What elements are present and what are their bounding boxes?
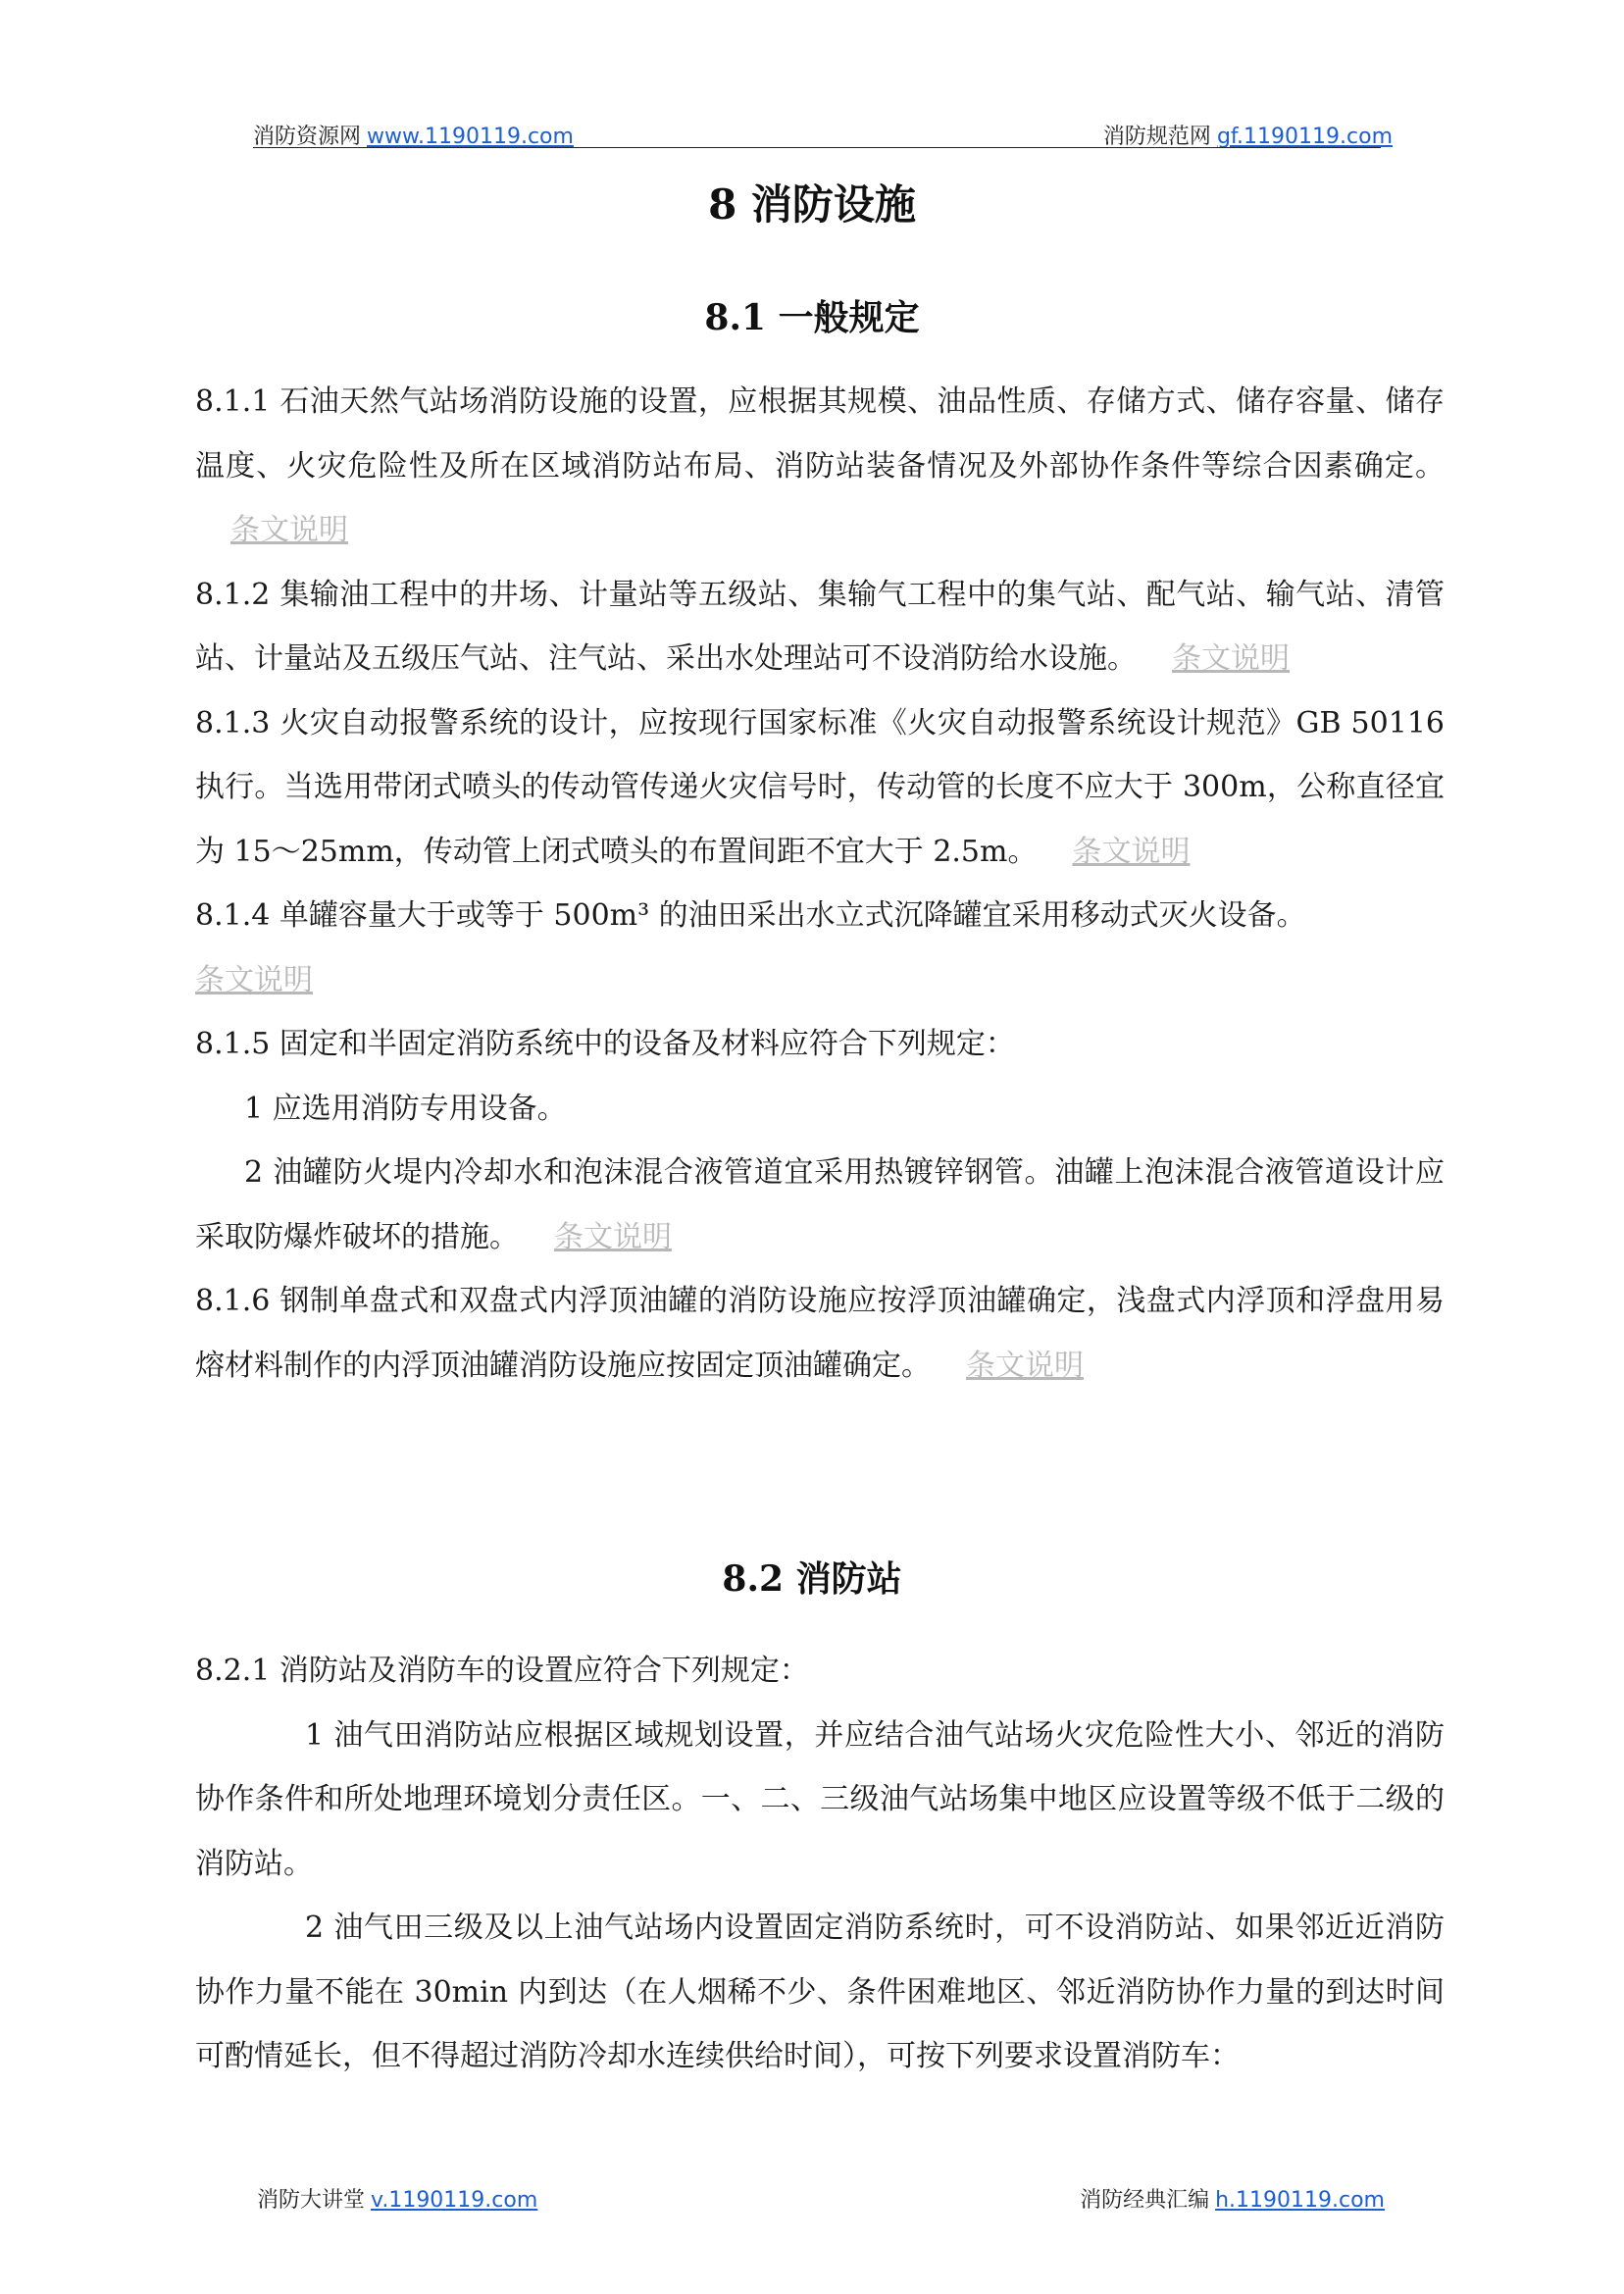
page-header — [0, 116, 1624, 155]
clause-text: 8.1.2 集输油工程中的井场、计量站等五级站、集输气工程中的集气站、配气站、输气站、清管站、计量站及五级压气站、注气站、采出水处理站可不设消防给水设施。 — [195, 577, 1445, 676]
clause-8-1-2 — [195, 563, 1445, 691]
clause-note-link[interactable]: 条文说明 — [195, 962, 313, 997]
footer-left-label: 消防大讲堂 — [257, 2188, 366, 2213]
header-left-site — [253, 120, 574, 150]
header-rule — [253, 147, 1381, 148]
clause-note-link[interactable]: 条文说明 — [230, 513, 348, 547]
clause-8-1-6 — [195, 1269, 1445, 1398]
section-title-8-1: 8.1 一般规定 — [704, 297, 920, 338]
header-left-label: 消防资源网 — [253, 125, 362, 149]
page-footer — [0, 2179, 1624, 2218]
clause-8-2-1-item-2 — [195, 1896, 1445, 2089]
clause-text: 2 油罐防火堤内冷却水和泡沫混合液管道宜采用热镀锌钢管。油罐上泡沫混合液管道设计应采取防爆炸破坏的措施。 — [195, 1155, 1445, 1254]
clause-note-link[interactable]: 条文说明 — [966, 1348, 1084, 1383]
clause-text: 1 油气田消防站应根据区域规划设置，并应结合油气站场火灾危险性大小、邻近的消防协作条件和所处地理环境划分责任区。一、二、三级油气站场集中地区应设置等级不低于二级的消防站。 — [195, 1717, 1445, 1881]
clause-text: 2 油气田三级及以上油气站场内设置固定消防系统时，可不设消防站、如果邻近近消防协作力量不能在 30min 内到达（在人烟稀不少、条件困难地区、邻近消防协作力量的到达时间可酌情延长，但不得超过消防冷却水连续供给时间），可按下列要求设置消防车： — [195, 1911, 1445, 2073]
header-right-link[interactable]: gf.1190119.com — [1216, 125, 1393, 149]
clause-text: 8.2.1 消防站及消防车的设置应符合下列规定： — [195, 1654, 809, 1688]
clause-text: 1 应选用消防专用设备。 — [244, 1091, 567, 1126]
clause-text: 8.1.4 单罐容量大于或等于 500m³ 的油田采出水立式沉降罐宜采用移动式灭火设备。 — [195, 898, 1306, 933]
clause-note-link[interactable]: 条文说明 — [1172, 641, 1290, 676]
clause-8-2-1 — [195, 1639, 1445, 1704]
section-8-1-body — [195, 370, 1445, 1398]
section-title-8-2: 8.2 消防站 — [722, 1558, 902, 1600]
footer-left-link[interactable]: v.1190119.com — [371, 2188, 538, 2213]
clause-8-1-1 — [195, 370, 1445, 563]
clause-note-link[interactable]: 条文说明 — [554, 1219, 672, 1254]
clause-8-1-4 — [195, 884, 1445, 1012]
clause-note-link[interactable]: 条文说明 — [1072, 834, 1191, 869]
footer-right-link[interactable]: h.1190119.com — [1215, 2188, 1385, 2213]
section-8-2-body — [195, 1639, 1445, 2089]
clause-8-1-5 — [195, 1012, 1445, 1077]
clause-text: 8.1.3 火灾自动报警系统的设计，应按现行国家标准《火灾自动报警系统设计规范》GB 50116 执行。当选用带闭式喷头的传动管传递火灾信号时，传动管的长度不应大于 300m，公称直径宜为 15～25mm，传动管上闭式喷头的布置间距不宜大于 2.5m。 — [195, 705, 1445, 869]
clause-text: 8.1.6 钢制单盘式和双盘式内浮顶油罐的消防设施应按浮顶油罐确定，浅盘式内浮顶和浮盘用易熔材料制作的内浮顶油罐消防设施应按固定顶油罐确定。 — [195, 1284, 1445, 1383]
header-left-link[interactable]: www.1190119.com — [367, 125, 574, 149]
footer-left-site — [257, 2183, 537, 2214]
footer-right-site — [1080, 2183, 1385, 2214]
chapter-title: 8 消防设施 — [708, 180, 916, 229]
clause-8-1-5-item-1 — [195, 1077, 1445, 1142]
clause-8-1-5-item-2 — [195, 1141, 1445, 1269]
header-right-site — [1103, 120, 1393, 150]
clause-text: 8.1.5 固定和半固定消防系统中的设备及材料应符合下列规定： — [195, 1027, 1015, 1061]
clause-text: 8.1.1 石油天然气站场消防设施的设置，应根据其规模、油品性质、存储方式、储存容量、储存温度、火灾危险性及所在区域消防站布局、消防站装备情况及外部协作条件等综合因素确定。 — [195, 384, 1445, 484]
header-right-label: 消防规范网 — [1102, 125, 1211, 149]
clause-8-1-3 — [195, 691, 1445, 885]
footer-right-label: 消防经典汇编 — [1080, 2188, 1210, 2213]
clause-8-2-1-item-1 — [195, 1704, 1445, 1897]
